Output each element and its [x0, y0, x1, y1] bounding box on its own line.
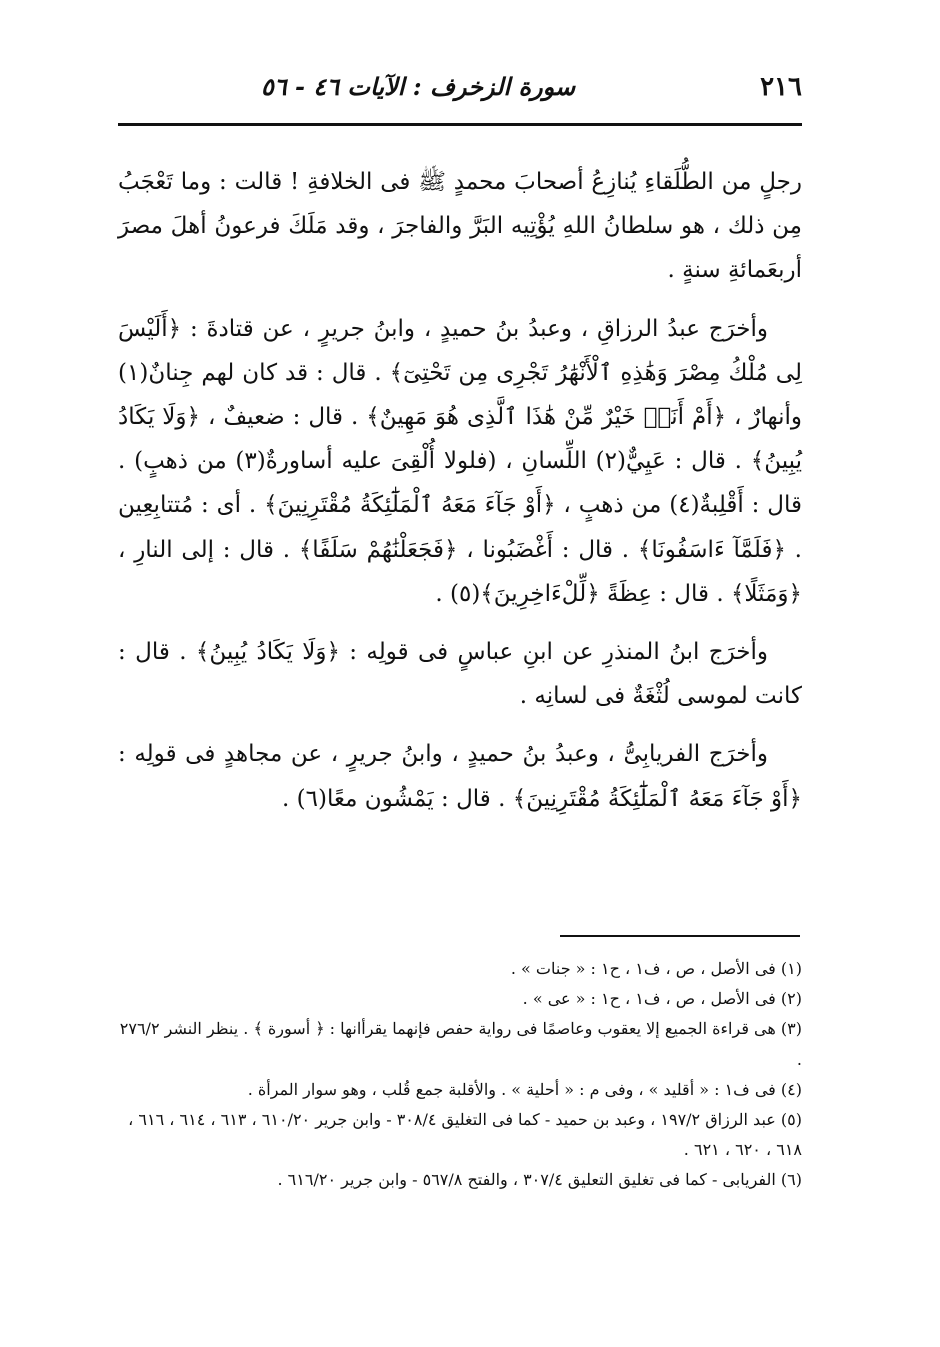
footnote-2: (٢) فى الأصل ، ص ، ف١ ، ح١ : « عى » .	[522, 989, 802, 1009]
paragraph-4: وأخرَج الفريابِىُّ ، وعبدُ بنُ حميدٍ ، وابنُ جريرٍ ، عن مجاهدٍ فى قولِه : ﴿أَوْ جَآءَ مَعَهُ ٱلْمَلَٰٓئِكَةُ مُقْتَرِنِينَ﴾ . قال : يَمْشُون معًا(٦) .	[118, 741, 802, 812]
footnote-3: (٣) هى قراءة الجميع إلا يعقوب وعاصمًا فى رواية حفص فإنهما يقرأانها : ﴿ أسورة ﴾ . ينظر النشر ٢٧٦/٢ .	[119, 1019, 802, 1069]
footnotes	[118, 954, 802, 1196]
header-rule	[118, 123, 802, 126]
main-text	[118, 160, 802, 835]
paragraph-1: رجلٍ من الطُّلَقاءِ يُنازِعُ أصحابَ محمدٍ ﷺ فى الخلافةِ ! قالت : وما تَعْجَبُ مِن ذلك ، هو سلطانُ اللهِ يُؤْتِيه البَرَّ والفاجرَ ، وقد مَلَكَ فرعونُ أهلَ مصرَ أربعَمائةِ سنةٍ .	[118, 169, 802, 284]
footnote-6: (٦) الفريابى - كما فى تغليق التعليق ٣٠٧/٤ ، والفتح ٥٦٧/٨ - وابن جرير ٦١٦/٢٠ .	[277, 1170, 802, 1190]
page-number: ٢١٦	[760, 72, 802, 102]
footnote-4: (٤) فى ف١ : « أقليد » ، وفى م : « أحلية » . والأقلبة جمع قُلب ، وهو سوار المرأة .	[247, 1079, 802, 1099]
paragraph-2: وأخرَج عبدُ الرزاقِ ، وعبدُ بنُ حميدٍ ، وابنُ جريرٍ ، عن قتادةَ : ﴿أَلَيْسَ لِى مُلْكُ مِصْرَ وَهَٰذِهِ ٱلْأَنْهَٰرُ تَجْرِى مِن تَحْتِىٓ﴾ . قال : قد كان لهم جِنانٌ(١) وأنهارٌ ، ﴿أَمْ أَنَا۠ خَيْرٌ مِّنْ هَٰذَا ٱلَّذِى هُوَ مَهِينٌ﴾ . قال : ضعيفٌ ، ﴿وَلَا يَكَادُ يُبِينُ﴾ . قال : عَيِيٌّ(٢) اللِّسانِ ، (فلولا أُلْقِىَ عليه أساورةٌ(٣) من ذهبٍ) . قال : أَقْلِبةٌ(٤) من ذهبٍ ، ﴿أَوْ جَآءَ مَعَهُ ٱلْمَلَٰٓئِكَةُ مُقْتَرِنِينَ﴾ . أى : مُتتابِعِين . ﴿فَلَمَّآ ءَاسَفُونَا﴾ . قال : أَغْضَبُونا ، ﴿فَجَعَلْنَٰهُمْ سَلَفًا﴾ . قال : إلى النارِ ، ﴿وَمَثَلًا﴾ . قال : عِظَةً ﴿لِّلْءَاخِرِينَ﴾(٥) .	[118, 315, 803, 607]
running-title: سورة الزخرف : الآيات ٤٦ - ٥٦	[260, 72, 576, 101]
footnote-1: (١) فى الأصل ، ص ، ف١ ، ح١ : « جنات » .	[510, 959, 802, 978]
page-header	[118, 72, 802, 112]
footnote-5: (٥) عبد الرزاق ١٩٧/٢ ، وعبد بن حميد - كما فى التغليق ٣٠٨/٤ - وابن جرير ٦١٠/٢٠ ، ٦١٣ ، ٦١٤ ، ٦١٦ ، ٦١٨ ، ٦٢٠ ، ٦٢١ .	[128, 1110, 802, 1160]
paragraph-3: وأخرَج ابنُ المنذرِ عن ابنِ عباسٍ فى قولِه : ﴿وَلَا يَكَادُ يُبِينُ﴾ . قال : كانت لموسى لُثْغَةٌ فى لسانِه .	[118, 639, 802, 710]
footnote-rule	[560, 935, 800, 937]
